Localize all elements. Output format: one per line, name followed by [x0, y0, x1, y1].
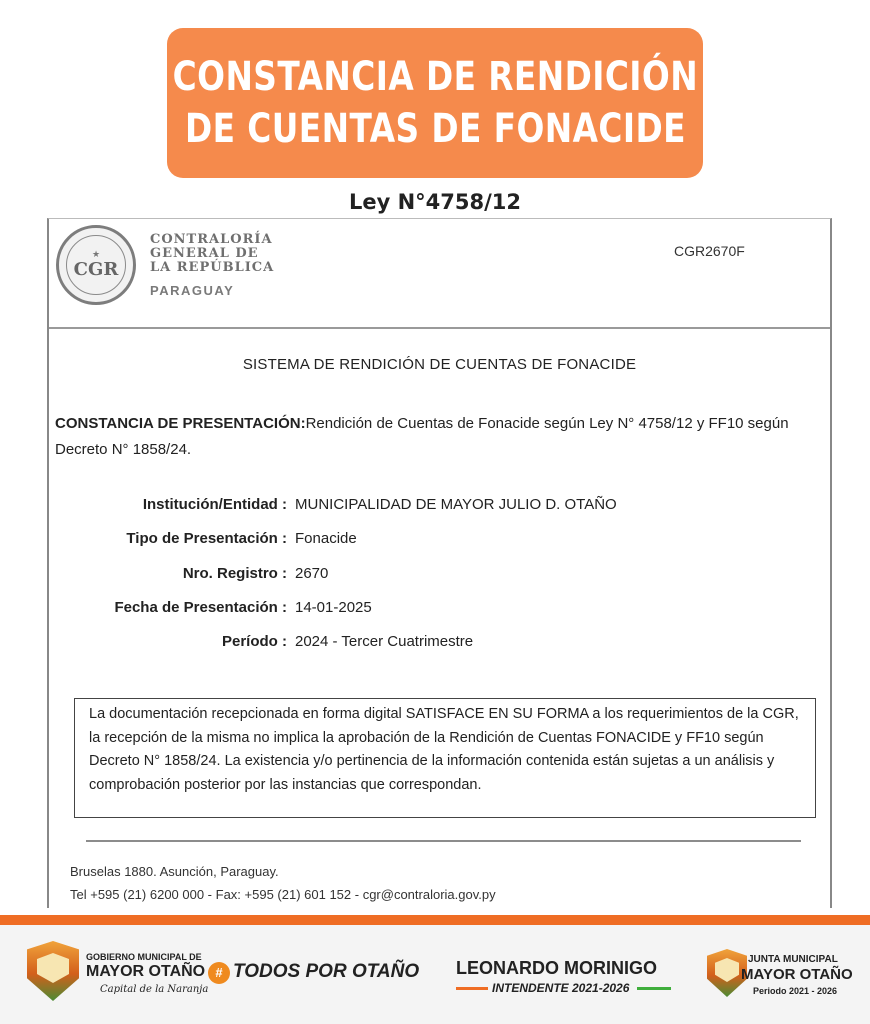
junta-period: Periodo 2021 - 2026	[753, 986, 838, 996]
gobierno-slogan: Capital de la Naranja	[100, 984, 209, 995]
constancia-text: Rendición de Cuentas de Fonacide según Ley N° 4758/12 y FF10 según Decreto N° 1858/24.	[55, 415, 789, 458]
org-country: PARAGUAY	[150, 283, 235, 298]
cgr-document	[47, 218, 832, 908]
law-reference: Ley N°4758/12	[348, 190, 522, 214]
cgr-seal-inner	[66, 235, 126, 295]
field-label: Período :	[221, 633, 287, 650]
org-name-line-1: CONTRALORÍA	[150, 232, 273, 247]
municipal-shield-icon	[27, 941, 79, 1001]
hashtag-icon: #	[208, 962, 230, 984]
banner-title-line-1: CONSTANCIA DE RENDICIÓN	[172, 54, 698, 100]
field-label: Tipo de Presentación :	[126, 530, 287, 547]
field-label: Fecha de Presentación :	[114, 599, 287, 616]
star-icon: ★	[91, 249, 101, 259]
header-divider	[49, 327, 830, 329]
gobierno-label: GOBIERNO MUNICIPAL DE	[86, 952, 202, 962]
intendente-bar-left	[456, 987, 488, 990]
notice-box: La documentación recepcionada en forma digital SATISFACE EN SU FORMA a los requerimientos de la CGR, la recepción de la misma no implica la aprobación de la Rendición de Cuentas FONACIDE y FF10 según Decreto N° 1858/24. La existencia y/o pertinencia de la información contenida están sujetas a un análisis y comprobación posterior por las instancias que correspondan.	[74, 698, 816, 818]
seal-text: CGR	[73, 259, 119, 280]
field-fecha	[49, 599, 830, 621]
gobierno-name: MAYOR OTAÑO	[86, 963, 206, 980]
title-banner	[167, 28, 703, 178]
footer-bar	[0, 925, 870, 1024]
shield-inner	[715, 958, 739, 982]
footer-divider	[86, 840, 801, 842]
footer-accent-strip	[0, 915, 870, 925]
field-value: 2670	[295, 565, 329, 582]
constancia-statement	[55, 411, 815, 463]
field-value: MUNICIPALIDAD DE MAYOR JULIO D. OTAÑO	[295, 496, 617, 513]
address-line-1: Bruselas 1880. Asunción, Paraguay.	[70, 864, 279, 879]
constancia-label: CONSTANCIA DE PRESENTACIÓN:	[55, 415, 306, 432]
field-value: 2024 - Tercer Cuatrimestre	[295, 633, 474, 650]
field-tipo	[49, 530, 830, 552]
field-label: Nro. Registro :	[182, 565, 287, 582]
junta-name: MAYOR OTAÑO	[741, 966, 853, 983]
field-value: 14-01-2025	[295, 599, 372, 616]
cgr-seal-icon	[56, 225, 136, 305]
field-periodo	[49, 633, 830, 655]
intendente-name: LEONARDO MORINIGO	[456, 958, 657, 978]
todos-por-otano: TODOS POR OTAÑO	[233, 961, 420, 982]
shield-inner	[37, 953, 69, 983]
field-registro	[49, 565, 830, 587]
intendente-title: INTENDENTE 2021-2026	[492, 981, 630, 995]
org-name-line-3: LA REPÚBLICA	[150, 260, 275, 275]
org-name-line-2: GENERAL DE	[150, 246, 259, 261]
banner-title-line-2: DE CUENTAS DE FONACIDE	[184, 106, 686, 152]
junta-label: JUNTA MUNICIPAL	[748, 954, 838, 965]
system-title: SISTEMA DE RENDICIÓN DE CUENTAS DE FONACIDE	[242, 356, 637, 373]
field-value: Fonacide	[295, 530, 357, 547]
org-name	[150, 233, 300, 275]
field-label: Institución/Entidad :	[142, 496, 287, 513]
intendente-bar-right	[637, 987, 671, 990]
document-code: CGR2670F	[674, 243, 745, 259]
address-line-2: Tel +595 (21) 6200 000 - Fax: +595 (21) 601 152 - cgr@contraloria.gov.py	[70, 887, 496, 902]
field-institucion	[49, 496, 830, 518]
